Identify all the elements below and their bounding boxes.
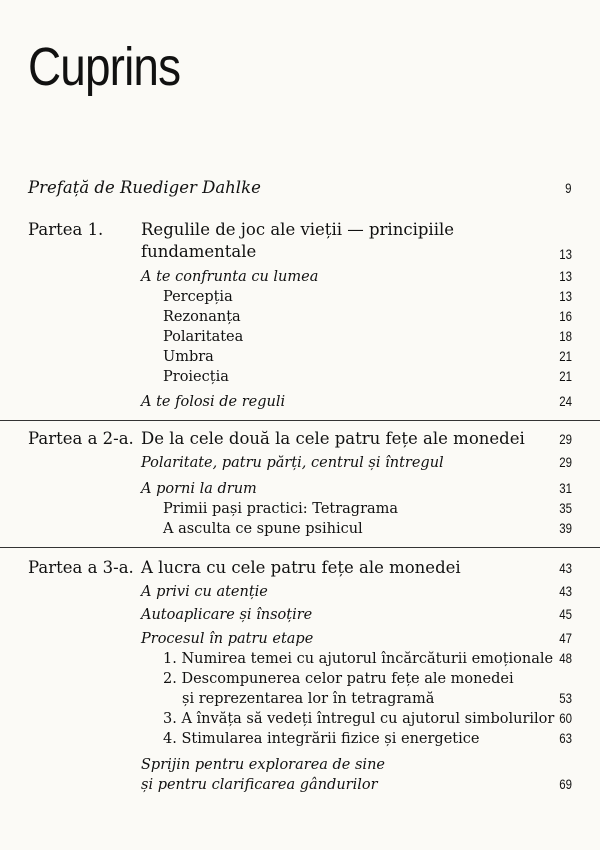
toc-entry: Sprijin pentru explorarea de sine (141, 757, 385, 773)
toc-entry-page: 39 (559, 521, 572, 536)
toc-entry-page: 24 (559, 394, 572, 409)
toc-entry: Polaritate, patru părți, centrul și întregul (141, 455, 444, 471)
toc-entry: Autoaplicare și însoțire (141, 607, 313, 623)
toc-entry: Procesul în patru etape (141, 631, 314, 647)
part3-page: 43 (559, 561, 572, 576)
toc-subentry: 2. Descompunerea celor patru fețe ale monedei (163, 671, 514, 687)
toc-entry-page: 16 (559, 309, 572, 324)
toc-entry-page: 29 (559, 455, 572, 470)
toc-entry-page: 21 (559, 349, 572, 364)
toc-entry-page: 53 (559, 691, 572, 706)
toc-entry-page: 21 (559, 369, 572, 384)
part1-title-line1: Regulile de joc ale vieții — principiile (141, 220, 455, 239)
toc-entry-page: 31 (559, 481, 572, 496)
part1-page: 13 (559, 247, 572, 262)
preface-page: 9 (565, 181, 572, 196)
toc-subentry: 3. A învăța să vedeți întregul cu ajutorul simbolurilor (163, 711, 555, 727)
part2-page: 29 (559, 432, 572, 447)
toc-entry: A te confrunta cu lumea (141, 269, 319, 285)
toc-entry: A privi cu atenție (141, 584, 268, 600)
toc-entry-page: 45 (559, 607, 572, 622)
toc-entry: A te folosi de reguli (141, 394, 286, 410)
toc-entry: A porni la drum (141, 481, 257, 497)
toc-subentry: Umbra (163, 349, 214, 365)
toc-subentry: Polaritatea (163, 329, 244, 345)
preface-entry: Prefață de Ruediger Dahlke (28, 178, 261, 197)
toc-entry-continued: și pentru clarificarea gândurilor (141, 777, 378, 793)
toc-subentry: A asculta ce spune psihicul (163, 521, 363, 537)
part2-label: Partea a 2-a. (28, 429, 134, 448)
toc-entry-page: 63 (559, 731, 572, 746)
page-title: Cuprins (28, 37, 181, 97)
toc-subentry: Percepția (163, 289, 233, 305)
toc-entry-page: 35 (559, 501, 572, 516)
toc-entry-page: 13 (559, 269, 572, 284)
toc-subentry: 4. Stimularea integrării fizice și energetice (163, 731, 480, 747)
toc-subentry: Primii pași practici: Tetragrama (163, 501, 399, 517)
part3-label: Partea a 3-a. (28, 558, 134, 577)
part1-label: Partea 1. (28, 220, 104, 239)
section-divider (0, 547, 600, 548)
toc-subentry: Rezonanța (163, 309, 241, 325)
part3-title: A lucra cu cele patru fețe ale monedei (141, 558, 461, 577)
toc-entry-page: 69 (559, 777, 572, 792)
toc-subentry: Proiecția (163, 369, 229, 385)
part1-title-line2: fundamentale (141, 242, 257, 261)
toc-subentry-continued: și reprezentarea lor în tetragramă (182, 691, 435, 707)
toc-entry-page: 13 (559, 289, 572, 304)
toc-entry-page: 43 (559, 584, 572, 599)
toc-entry-page: 18 (559, 329, 572, 344)
toc-subentry: 1. Numirea temei cu ajutorul încărcăturii emoționale (163, 651, 554, 667)
toc-entry-page: 48 (559, 651, 572, 666)
toc-entry-page: 60 (559, 711, 572, 726)
toc-entry-page: 47 (559, 631, 572, 646)
section-divider (0, 420, 600, 421)
part2-title: De la cele două la cele patru fețe ale monedei (141, 429, 525, 448)
